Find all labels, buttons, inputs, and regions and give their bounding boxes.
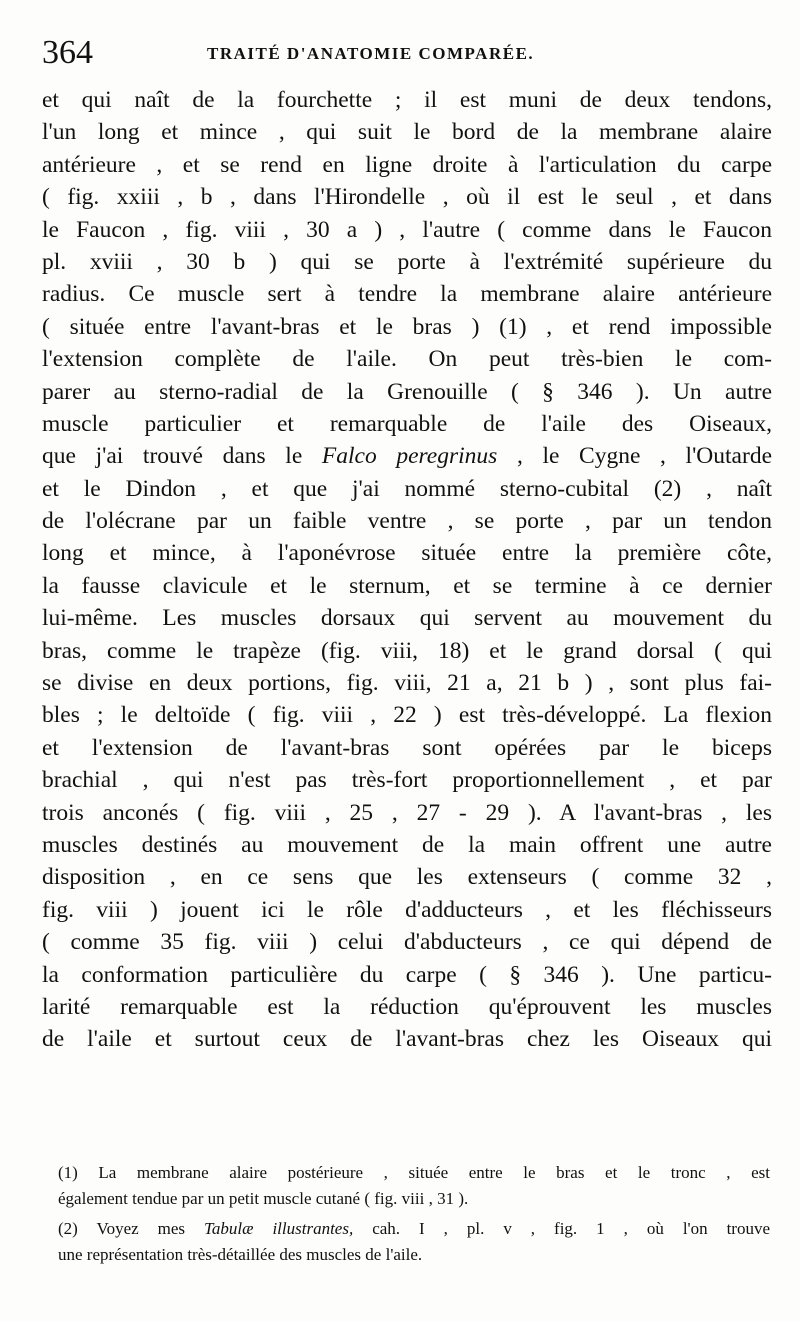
text-line: fig. viii ) jouent ici le rôle d'adducteurs , et les fléchisseurs bbox=[42, 896, 772, 923]
text-line: pl. xviii , 30 b ) qui se porte à l'extrémité supérieure du bbox=[42, 248, 772, 275]
text-line: lui-même. Les muscles dorsaux qui servent au mouvement du bbox=[42, 605, 772, 632]
footnotes bbox=[58, 1160, 770, 1268]
text-segment: que j'ai trouvé dans le bbox=[42, 443, 322, 470]
text-line: de l'aile et surtout ceux de l'avant-bras chez les Oiseaux qui bbox=[42, 1026, 772, 1053]
text-line-with-species bbox=[42, 440, 772, 472]
text-line: parer au sterno-radial de la Grenouille ( § 346 ). Un autre bbox=[42, 378, 772, 405]
text-line: ( fig. xxiii , b , dans l'Hirondelle , où il est le seul , et dans bbox=[42, 184, 772, 211]
text-line: muscle particulier et remarquable de l'aile des Oiseaux, bbox=[42, 410, 772, 437]
footnote-1-line: également tendue par un petit muscle cutané ( fig. viii , 31 ). bbox=[58, 1189, 469, 1208]
text-line: et l'extension de l'avant-bras sont opérées par le biceps bbox=[42, 734, 772, 761]
text-line: disposition , en ce sens que les extenseurs ( comme 32 , bbox=[42, 864, 772, 891]
text-line: la conformation particulière du carpe ( § 346 ). Une particu- bbox=[42, 961, 772, 988]
text-line: bles ; le deltoïde ( fig. viii , 22 ) est très-développé. La flexion bbox=[42, 702, 772, 729]
text-line: trois anconés ( fig. viii , 25 , 27 - 29 ). A l'avant-bras , les bbox=[42, 799, 772, 826]
text-line: muscles destinés au mouvement de la main offrent une autre bbox=[42, 831, 772, 858]
running-title: TRAITÉ D'ANATOMIE COMPARÉE. bbox=[207, 44, 535, 63]
text-line: le Faucon , fig. viii , 30 a ) , l'autre ( comme dans le Faucon bbox=[42, 216, 772, 243]
footnote-2-line bbox=[58, 1216, 770, 1242]
text-line: se divise en deux portions, fig. viii, 21 a, 21 b ) , sont plus fai- bbox=[42, 670, 772, 697]
footnote-2-line: une représentation très-détaillée des muscles de l'aile. bbox=[58, 1245, 423, 1264]
text-segment: (2) Voyez mes bbox=[58, 1219, 205, 1238]
footnote-1-line: (1) La membrane alaire postérieure , située entre le bras et le tronc , est bbox=[58, 1163, 770, 1182]
species-name-italic: Falco peregrinus bbox=[321, 443, 498, 470]
text-line: la fausse clavicule et le sternum, et se termine à ce dernier bbox=[42, 572, 772, 599]
text-line: ( comme 35 fig. viii ) celui d'abducteurs , ce qui dépend de bbox=[42, 929, 772, 956]
work-title-italic: Tabulæ illustrantes, bbox=[204, 1219, 354, 1238]
text-line: bras, comme le trapèze (fig. viii, 18) et le grand dorsal ( qui bbox=[42, 637, 772, 664]
text-line: de l'olécrane par un faible ventre , se porte , par un tendon bbox=[42, 508, 772, 535]
text-line: brachial , qui n'est pas très-fort proportionnellement , et par bbox=[42, 767, 772, 794]
text-segment: cah. I , pl. v , fig. 1 , où l'on trouve bbox=[353, 1219, 771, 1238]
text-line: antérieure , et se rend en ligne droite à l'articulation du carpe bbox=[42, 151, 772, 178]
body-text bbox=[42, 84, 772, 1056]
text-line: et qui naît de la fourchette ; il est muni de deux tendons, bbox=[42, 87, 772, 113]
text-line: et le Dindon , et que j'ai nommé sterno-cubital (2) , naît bbox=[42, 475, 772, 502]
page-number: 364 bbox=[42, 34, 93, 71]
text-line: larité remarquable est la réduction qu'éprouvent les muscles bbox=[42, 993, 772, 1020]
text-line: radius. Ce muscle sert à tendre la membrane alaire antérieure bbox=[42, 281, 772, 308]
text-line: l'un long et mince , qui suit le bord de la membrane alaire bbox=[42, 119, 772, 146]
text-line: ( située entre l'avant-bras et le bras ) (1) , et rend impossible bbox=[42, 313, 772, 340]
page-header bbox=[42, 30, 772, 78]
text-line: l'extension complète de l'aile. On peut très-bien le com- bbox=[42, 346, 772, 373]
text-line: long et mince, à l'aponévrose située entre la première côte, bbox=[42, 540, 772, 567]
text-segment: , le Cygne , l'Outarde bbox=[497, 443, 772, 470]
